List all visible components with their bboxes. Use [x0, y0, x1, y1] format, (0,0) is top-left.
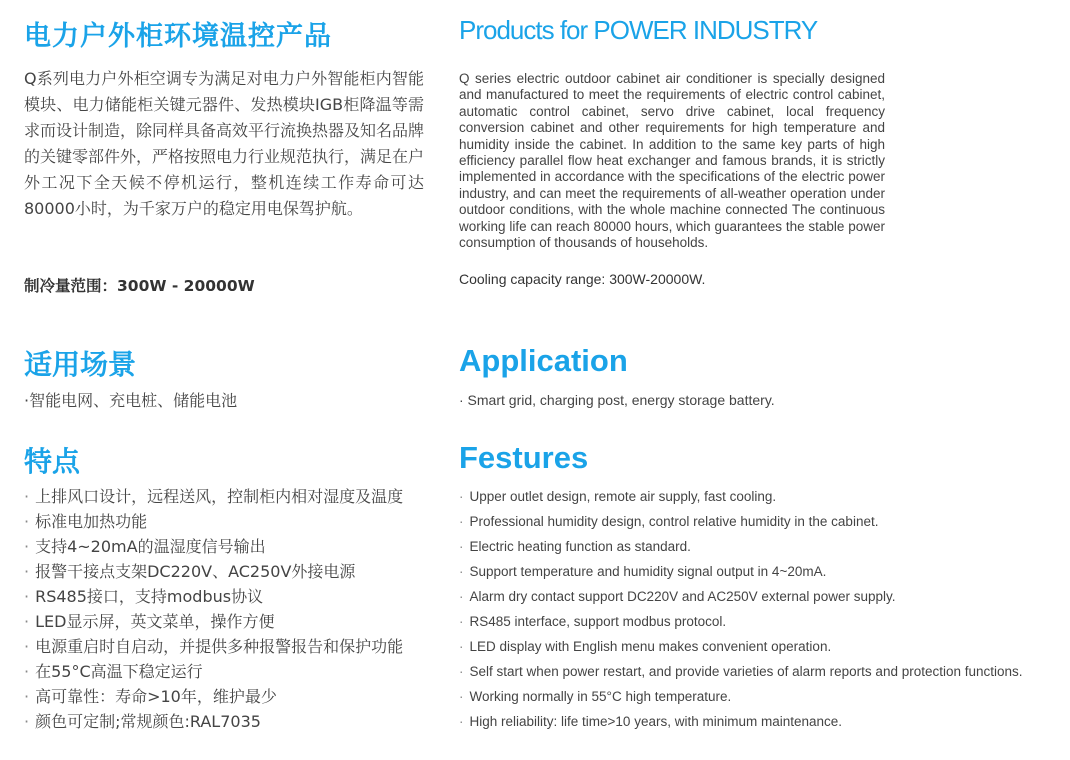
- feature-text-zh: RS485接口，支持modbus协议: [35, 587, 264, 606]
- feature-item-en: [459, 709, 1023, 734]
- application-text-en: · Smart grid, charging post, energy storage battery.: [459, 392, 775, 408]
- bullet-dot: ·: [459, 489, 464, 504]
- bullet-dot: ·: [24, 687, 30, 706]
- bullet-dot: ·: [459, 664, 464, 679]
- application-text-zh: ·智能电网、充电桩、储能电池: [24, 391, 238, 410]
- feature-text-en: LED display with English menu makes convenient operation.: [469, 639, 832, 654]
- application-heading-zh: 适用场景: [24, 348, 137, 381]
- feature-text-zh: 标准电加热功能: [35, 512, 148, 531]
- feature-item-zh: [24, 684, 403, 709]
- intro-paragraph-en: Q series electric outdoor cabinet air conditioner is specially designed and manufactured to meet the requirements of electric control cabinet, automatic control cabinet, servo drive cabinet, local frequency conversion cabinet and other requirements for high temperature and humidity inside the cabinet. In addition to the same key parts of high efficiency parallel flow heat exchanger and famous brands, it is strictly implemented in accordance with the specifications of the electric power industry, and can meet the requirements of all-weather operation under outdoor conditions, with the whole machine connected The continuous working life can reach 80000 hours, which guarantees the stable power consumption of thousands of households.: [459, 71, 885, 251]
- feature-item-zh: [24, 709, 403, 734]
- bullet-dot: ·: [459, 614, 464, 629]
- bullet-dot: ·: [459, 514, 464, 529]
- bullet-dot: ·: [24, 512, 30, 531]
- bullet-dot: ·: [24, 712, 30, 731]
- bullet-dot: ·: [24, 562, 30, 581]
- cooling-range-en: Cooling capacity range: 300W-20000W.: [459, 271, 706, 287]
- bullet-dot: ·: [459, 564, 464, 579]
- feature-text-en: Alarm dry contact support DC220V and AC250V external power supply.: [469, 589, 896, 604]
- feature-item-en: [459, 609, 1023, 634]
- bullet-dot: ·: [459, 539, 464, 554]
- feature-item-zh: [24, 484, 403, 509]
- bullet-dot: ·: [24, 612, 30, 631]
- bullet-dot: ·: [24, 662, 30, 681]
- feature-item-en: [459, 634, 1023, 659]
- bullet-dot: ·: [459, 689, 464, 704]
- feature-item-zh: [24, 509, 403, 534]
- feature-item-zh: [24, 559, 403, 584]
- feature-item-zh: [24, 659, 403, 684]
- feature-item-en: [459, 534, 1023, 559]
- page-title-en: Products for POWER INDUSTRY: [459, 15, 818, 45]
- page-title-zh: 电力户外柜环境温控产品: [24, 21, 332, 52]
- bullet-dot: ·: [24, 487, 30, 506]
- feature-item-zh: [24, 609, 403, 634]
- feature-text-en: Working normally in 55°C high temperature.: [469, 689, 732, 704]
- features-list-en: [459, 484, 1023, 734]
- feature-text-en: Support temperature and humidity signal output in 4~20mA.: [469, 564, 827, 579]
- bullet-dot: ·: [24, 587, 30, 606]
- feature-text-zh: 上排风口设计，远程送风，控制柜内相对湿度及温度: [35, 487, 404, 506]
- feature-item-zh: [24, 634, 403, 659]
- feature-text-en: Electric heating function as standard.: [469, 539, 691, 554]
- feature-item-en: [459, 559, 1023, 584]
- feature-text-zh: LED显示屏，英文菜单，操作方便: [35, 612, 275, 631]
- feature-text-zh: 高可靠性：寿命>10年，维护最少: [35, 687, 277, 706]
- feature-text-zh: 颜色可定制;常规颜色:RAL7035: [35, 712, 261, 731]
- feature-item-zh: [24, 534, 403, 559]
- features-list-zh: [24, 484, 403, 734]
- feature-text-en: Professional humidity design, control relative humidity in the cabinet.: [469, 514, 879, 529]
- feature-text-zh: 在55°C高温下稳定运行: [35, 662, 203, 681]
- feature-text-en: RS485 interface, support modbus protocol.: [469, 614, 727, 629]
- feature-item-en: [459, 484, 1023, 509]
- cooling-range-zh: 制冷量范围：300W - 20000W: [24, 277, 255, 295]
- feature-item-zh: [24, 584, 403, 609]
- feature-text-en: Self start when power restart, and provide varieties of alarm reports and protection functions.: [469, 664, 1023, 679]
- features-heading-zh: 特点: [24, 445, 81, 478]
- bullet-dot: ·: [459, 639, 464, 654]
- bullet-dot: ·: [24, 537, 30, 556]
- intro-paragraph-zh: Q系列电力户外柜空调专为满足对电力户外智能柜内智能模块、电力储能柜关键元器件、发热模块IGB柜降温等需求而设计制造，除同样具备高效平行流换热器及知名品牌的关键零部件外，严格按照电力行业规范执行，满足在户外工况下全天候不停机运行，整机连续工作寿命可达80000小时，为千家万户的稳定用电保驾护航。: [24, 69, 425, 218]
- bullet-dot: ·: [459, 589, 464, 604]
- feature-text-zh: 报警干接点支架DC220V、AC250V外接电源: [35, 562, 356, 581]
- bullet-dot: ·: [459, 714, 464, 729]
- feature-text-zh: 电源重启时自启动，并提供多种报警报告和保护功能: [35, 637, 404, 656]
- feature-item-en: [459, 684, 1023, 709]
- application-heading-en: Application: [459, 343, 628, 378]
- feature-text-zh: 支持4~20mA的温湿度信号输出: [35, 537, 266, 556]
- feature-item-en: [459, 659, 1023, 684]
- feature-item-en: [459, 509, 1023, 534]
- features-heading-en: Festures: [459, 440, 589, 475]
- feature-text-en: High reliability: life time>10 years, with minimum maintenance.: [469, 714, 843, 729]
- feature-item-en: [459, 584, 1023, 609]
- bullet-dot: ·: [24, 637, 30, 656]
- feature-text-en: Upper outlet design, remote air supply, fast cooling.: [469, 489, 777, 504]
